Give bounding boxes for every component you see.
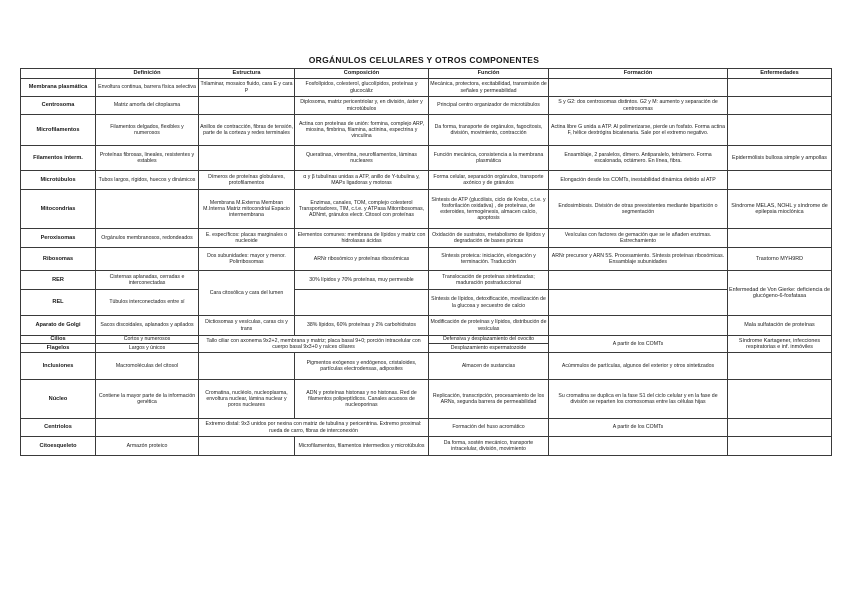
cell-funcion: Desplazamiento espermatozoide xyxy=(429,344,549,353)
cell-enfermedades xyxy=(728,97,832,115)
cell-estructura xyxy=(199,97,295,115)
cell-definicion xyxy=(96,419,199,437)
cell-enfermedades xyxy=(728,171,832,190)
cell-estructura-composicion: Tallo ciliar con axonema 9x2+2, membrana y matriz; placa basal 9+0; porción intracelular con cuerpo basal 9x3+0 y raíces ciliares xyxy=(199,336,429,353)
header-definicion: Definición xyxy=(96,69,199,79)
cell-estructura: Cromatina, nucléolo, nucleoplasma, envoltura nuclear, lámina nuclear y poros nucleares xyxy=(199,380,295,419)
table-row xyxy=(21,271,832,290)
row-label: Inclusiones xyxy=(21,353,96,380)
cell-estructura xyxy=(199,437,295,456)
cell-composicion: Pigmentos exógenos y endógenos, cristaloides, partículas electrodensas, adiposites xyxy=(295,353,429,380)
cell-estructura: E. específicos: placas marginales o nucleoide xyxy=(199,229,295,248)
table-row xyxy=(21,290,832,316)
cell-formacion xyxy=(549,271,728,290)
cell-formacion: A partir de los COMTs xyxy=(549,336,728,353)
cell-definicion: Envoltura continua, barrera física selectiva xyxy=(96,79,199,97)
cell-enfermedades: Síndrome MELAS, NOHL y síndrome de epilepsia mioclónica xyxy=(728,190,832,229)
cell-composicion: 38% lípidos, 60% proteínas y 2% carbohidratos xyxy=(295,316,429,336)
cell-definicion: Armazón proteico xyxy=(96,437,199,456)
table-row xyxy=(21,115,832,146)
cell-estructura: Anillos de contracción, fibras de tensión, parte de la corteza y redes terminales xyxy=(199,115,295,146)
cell-composicion: 30% lípidos y 70% proteínas, muy permeable xyxy=(295,271,429,290)
row-label: Peroxisomas xyxy=(21,229,96,248)
header-estructura: Estructura xyxy=(199,69,295,79)
cell-composicion: ADN y proteínas histonas y no histonas. Red de filamentos polipeptídicos. Canales acuosos de nucleoporinas xyxy=(295,380,429,419)
cell-definicion: Macromoléculas del citosol xyxy=(96,353,199,380)
cell-formacion: Acúmmulos de partículas, algunos del exterior y otros sintetizados xyxy=(549,353,728,380)
cell-estructura xyxy=(199,146,295,171)
cell-formacion xyxy=(549,437,728,456)
header-funcion: Función xyxy=(429,69,549,79)
cell-funcion: Principal centro organizador de microtúbulos xyxy=(429,97,549,115)
cell-enfermedades: Epidermólisis bullosa simple y ampollas xyxy=(728,146,832,171)
cell-estructura: Membrana M.Externa Membran M.Interna Matriz mitocondrial Espacio intermembrana xyxy=(199,190,295,229)
cell-estructura xyxy=(199,353,295,380)
row-label: REL xyxy=(21,290,96,316)
header-corner xyxy=(21,69,96,79)
cell-formacion: Actina libre G unida a ATP. Al polimerizarse, pierde un fosfato. Forma actina F, hélice dextrógira bicatenaria. Sale por el extremo negativo. xyxy=(549,115,728,146)
table-row xyxy=(21,380,832,419)
cell-enfermedades xyxy=(728,437,832,456)
cell-enfermedades xyxy=(728,380,832,419)
cell-definicion xyxy=(96,248,199,271)
cell-composicion xyxy=(295,290,429,316)
cell-definicion: Tubos largos, rígidos, huecos y dinámicos xyxy=(96,171,199,190)
cell-composicion: Fosfolípidos, colesterol, glucolípidos, proteínas y glucocáliz xyxy=(295,79,429,97)
cell-formacion xyxy=(549,79,728,97)
cell-funcion: Formación del huso acromático xyxy=(429,419,549,437)
cell-definicion: Cisternas aplanadas, cerradas e interconectadas xyxy=(96,271,199,290)
cell-funcion: Da forma, transporte de orgánulos, fagocitosis, división, movimiento, contracción xyxy=(429,115,549,146)
cell-funcion: Replicación, transcripción, procesamiento de los ARNs, segunda barrera de permeabilidad xyxy=(429,380,549,419)
row-label: Cilios xyxy=(21,336,96,344)
cell-definicion: Túbulos interconectados entre sí xyxy=(96,290,199,316)
table-row xyxy=(21,171,832,190)
cell-funcion: Almacen de sustancias xyxy=(429,353,549,380)
cell-funcion: Forma celular, separación orgánulos, transporte axónico y de gránulos xyxy=(429,171,549,190)
cell-definicion: Contiene la mayor parte de la información genética xyxy=(96,380,199,419)
cell-composicion: Enzimas, canales, TOM, complejo colesterol Transportadores, TIM, c.t.e. y ATPasa Mitorribosomas, ADNmt, gránulos electr. Citosol con proteínas xyxy=(295,190,429,229)
cell-funcion: Da forma, sostén mecánico, transporte intracelular, división, movimiento xyxy=(429,437,549,456)
cell-funcion: Síntesis proteica: iniciación, elongación y terminación. Traducción xyxy=(429,248,549,271)
cell-composicion: Elementos comunes: membrana de lípidos y matriz con hidrolasas ácidas xyxy=(295,229,429,248)
cell-funcion: Defensiva y desplazamiento del ovocito xyxy=(429,336,549,344)
cell-funcion: Oxidación de sustratos, metabolismo de lípidos y degradación de bases púricas xyxy=(429,229,549,248)
cell-enfermedades: Enfermedad de Von Gierke: deficiencia de glucógeno-6-fosfatasa xyxy=(728,271,832,316)
cell-formacion: Ensamblaje, 2 paralelos, dímero. Antiparalelo, tetrámero. Forma escalonada, octámero. En línea, fibra. xyxy=(549,146,728,171)
table-row xyxy=(21,248,832,271)
row-label: Centrosoma xyxy=(21,97,96,115)
header-row xyxy=(21,69,832,79)
row-label: Membrana plasmática xyxy=(21,79,96,97)
organelles-table xyxy=(20,68,832,456)
cell-formacion xyxy=(549,316,728,336)
cell-enfermedades: Trastorno MYH9RD xyxy=(728,248,832,271)
row-label: Centriolos xyxy=(21,419,96,437)
cell-definicion: Matriz amorfa del citoplasma xyxy=(96,97,199,115)
cell-funcion: Función mecánica, consistencia a la membrana plasmática xyxy=(429,146,549,171)
cell-definicion: Largos y únicos xyxy=(96,344,199,353)
cell-enfermedades: Síndrome Kartagener, infecciones respiratorias e inf. inmóviles xyxy=(728,336,832,353)
cell-enfermedades: Mala sulfatación de proteínas xyxy=(728,316,832,336)
cell-enfermedades xyxy=(728,115,832,146)
row-label: Núcleo xyxy=(21,380,96,419)
cell-enfermedades xyxy=(728,79,832,97)
cell-estructura: Dictiosomas y vesículas, caras cis y trans xyxy=(199,316,295,336)
table-row xyxy=(21,190,832,229)
table-row xyxy=(21,146,832,171)
cell-formacion: Elongación desde los COMTs, inestabilidad dinámica debido al ATP xyxy=(549,171,728,190)
cell-formacion: S y G2: dos centrosomas distintos. G2 y M: aumento y separación de centrosomas xyxy=(549,97,728,115)
row-label: Mitocondrias xyxy=(21,190,96,229)
cell-definicion: Orgánulos membranosos, redondeados xyxy=(96,229,199,248)
cell-enfermedades xyxy=(728,353,832,380)
cell-definicion: Filamentos delgados, flexibles y numerosos xyxy=(96,115,199,146)
cell-funcion: Mecánica, protectora, excitabilidad, transmisión de señales y permeabilidad xyxy=(429,79,549,97)
row-label: Citoesqueleto xyxy=(21,437,96,456)
cell-definicion: Cortos y numerosos xyxy=(96,336,199,344)
cell-definicion xyxy=(96,190,199,229)
cell-estructura-composicion: Extremo distal: 9x3 unidos por nexina con matriz de tubulina y pericentrina. Extremo proximal: rueda de carro, fibras de interconexión xyxy=(199,419,429,437)
cell-formacion: ARNr precursor y ARN 5S. Procesamiento. Síntesis proteínas ribosómicas. Ensamblaje subunidades xyxy=(549,248,728,271)
cell-composicion: Microfilamentos, filamentos intermedios y microtúbulos xyxy=(295,437,429,456)
cell-formacion: Vesículas con factores de gemación que se le añaden enzimas. Estrechamiento xyxy=(549,229,728,248)
table-row xyxy=(21,336,832,344)
cell-estructura: Cara citosólica y cara del lumen xyxy=(199,271,295,316)
row-label: Microtúbulos xyxy=(21,171,96,190)
cell-enfermedades xyxy=(728,229,832,248)
cell-estructura: Dos subunidades: mayor y menor. Polirribosomas xyxy=(199,248,295,271)
row-label: Flagelos xyxy=(21,344,96,353)
table-row xyxy=(21,437,832,456)
table-row xyxy=(21,419,832,437)
cell-funcion: Síntesis de ATP (glucólisis, ciclo de Krebs, c.t.e. y fosforilación oxidativa) , de proteínas, de esteroides, termogénesis, almacen calcio, apoptosis xyxy=(429,190,549,229)
cell-composicion: Actina con proteínas de unión: formina, complejo ARP, miosina, fimbrina, filamina, actinina, espectrina y vinculina xyxy=(295,115,429,146)
cell-estructura: Dímeros de proteínas globulares, protofilamentos xyxy=(199,171,295,190)
row-label: Filamentos interm. xyxy=(21,146,96,171)
cell-formacion: Su cromatina se duplica en la fase S1 del ciclo celular y en la fase de división se reparten los cromosomas entre las células hijas xyxy=(549,380,728,419)
cell-funcion: Translocación de proteínas sintetizadas; maduración postraduccional xyxy=(429,271,549,290)
header-enfermedades: Enfermedades xyxy=(728,69,832,79)
table-row xyxy=(21,79,832,97)
table-row xyxy=(21,97,832,115)
cell-formacion: A partir de los COMTs xyxy=(549,419,728,437)
cell-formacion: Endosimbiosis. División de otras preexistentes mediante bipartición o segmentación xyxy=(549,190,728,229)
cell-composicion: α y β tubulinas unidas a ATP, anillo de Y-tubulina y, MAPs ligadoras y motoras xyxy=(295,171,429,190)
cell-composicion: Diplosoma, matriz pericentriolar y, en división, áster y microtúbulos xyxy=(295,97,429,115)
row-label: Aparato de Golgi xyxy=(21,316,96,336)
cell-funcion: Síntesis de lípidos, detoxificación, movilización de la glucosa y secuestro de calcio xyxy=(429,290,549,316)
row-label: Ribosomas xyxy=(21,248,96,271)
table-row xyxy=(21,229,832,248)
header-composicion: Composición xyxy=(295,69,429,79)
table-row xyxy=(21,353,832,380)
cell-formacion xyxy=(549,290,728,316)
cell-definicion: Proteínas fibrosas, lineales, resistentes y estables xyxy=(96,146,199,171)
cell-composicion: ARNr ribosómico y proteínas ribosómicas xyxy=(295,248,429,271)
cell-estructura: Trilaminar, mosaico fluido, cara E y cara P xyxy=(199,79,295,97)
row-label: RER xyxy=(21,271,96,290)
header-formacion: Formación xyxy=(549,69,728,79)
cell-enfermedades xyxy=(728,419,832,437)
cell-composicion: Queratinas, vimentina, neurofilamentos, láminas nucleares xyxy=(295,146,429,171)
table-row xyxy=(21,316,832,336)
cell-definicion: Sacos discoidales, aplanados y apilados xyxy=(96,316,199,336)
page-title: ORGÁNULOS CELULARES Y OTROS COMPONENTES xyxy=(308,55,540,65)
row-label: Microfilamentos xyxy=(21,115,96,146)
cell-funcion: Modificación de proteínas y lípidos, distribución de vesículas xyxy=(429,316,549,336)
